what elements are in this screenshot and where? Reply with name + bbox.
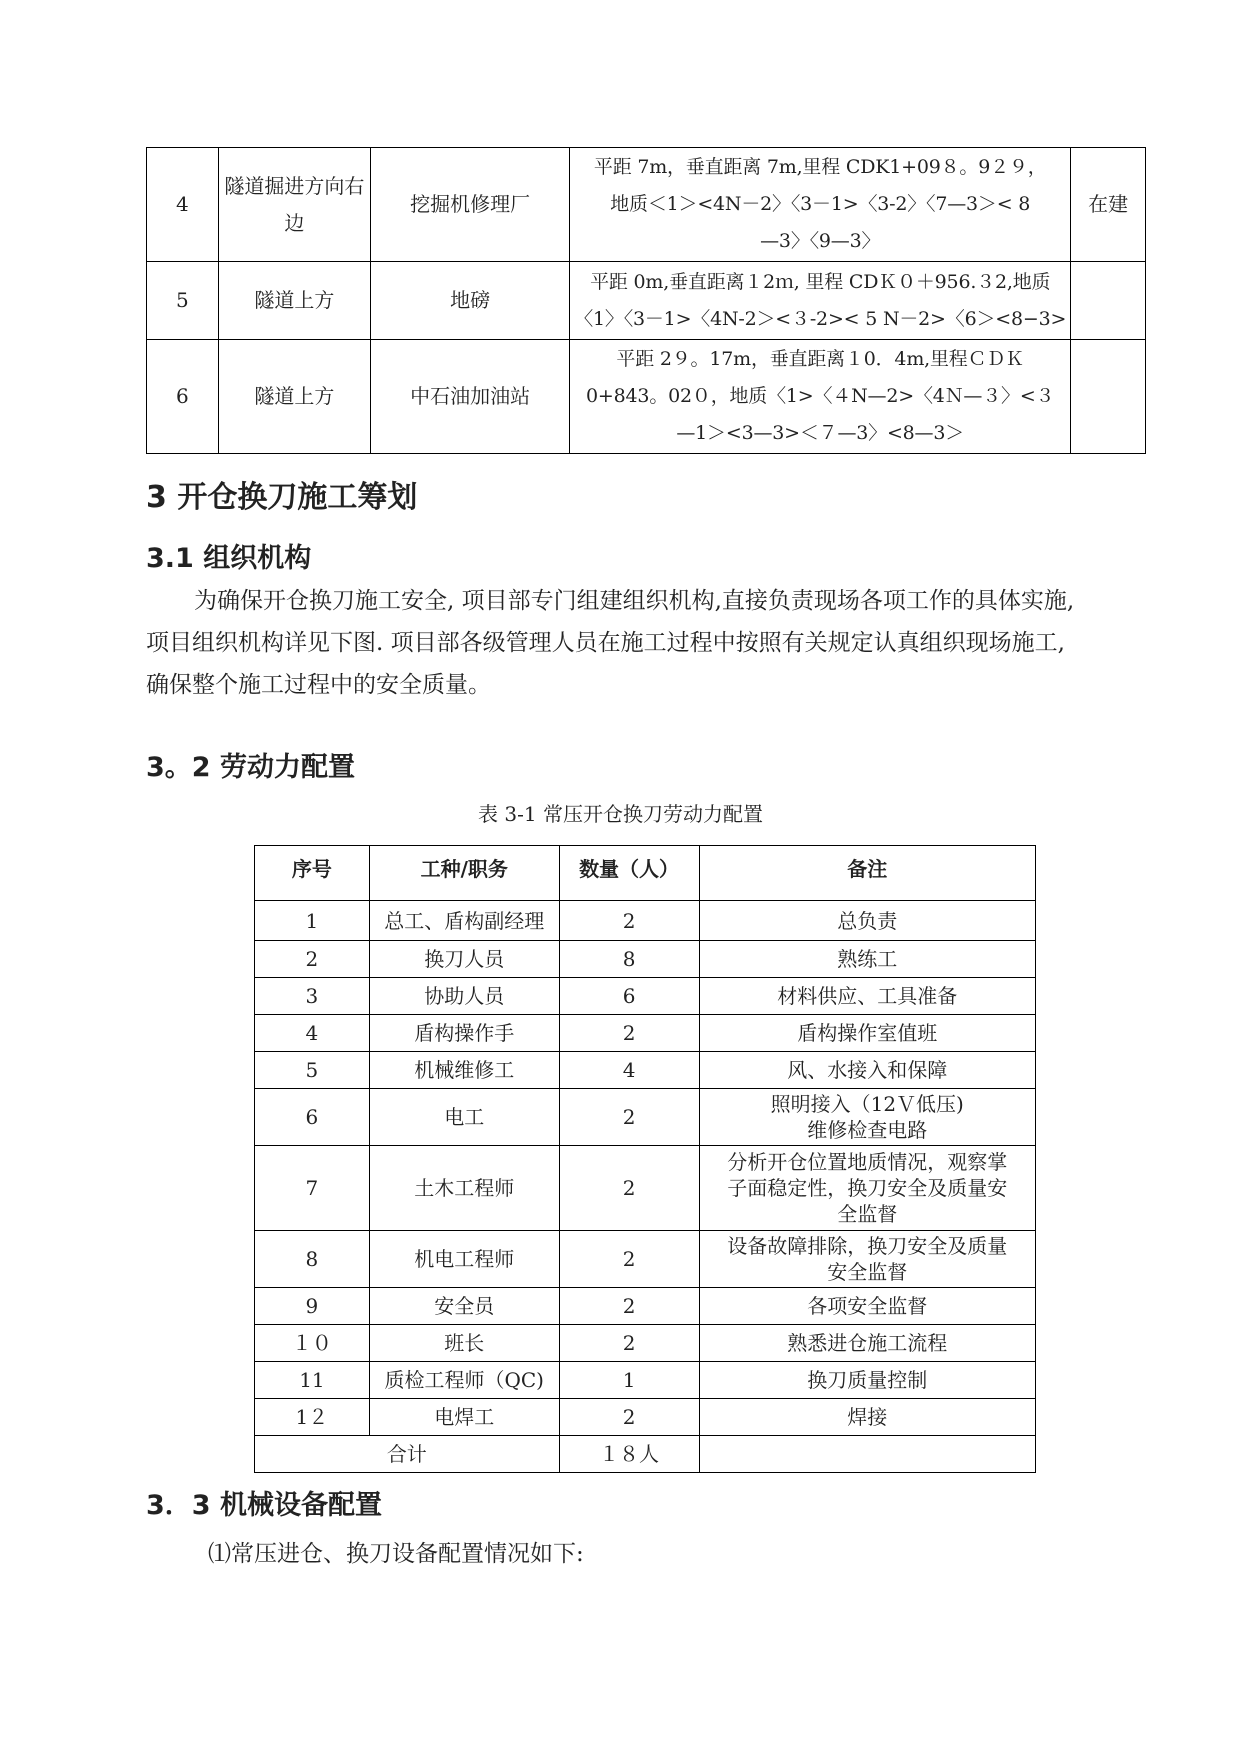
desc-line: —3〉〈9—3〉 [760,230,881,252]
row-number: 1 [255,901,370,941]
table-row [255,1231,1036,1288]
desc-line: 〈1〉〈3－1>〈4N-2＞<３-2>< 5 N－2>〈6＞<8−3> [574,307,1067,330]
note [699,1231,1036,1288]
table-caption: 表 3-1 常压开仓换刀劳动力配置 [478,802,763,826]
note-line: 维修检查电路 [807,1118,928,1142]
row-number: 5 [147,262,219,340]
building-status [1071,340,1146,454]
relative-position: 隧道掘进方向右边 [218,148,370,262]
note: 熟悉进仓施工流程 [699,1325,1036,1362]
section-3-heading: 3 开仓换刀施工筹划 [146,480,418,515]
row-number: 5 [255,1052,370,1089]
note: 换刀质量控制 [699,1362,1036,1399]
table-row [147,262,1146,340]
desc-line: 平距 0m,垂直距离１2ｍ, 里程 CDＫ０＋956.３2,地质 [590,270,1051,293]
worker-count: 4 [559,1052,699,1089]
table-row [147,340,1146,454]
paragraph-line: 项目组织机构详见下图. 项目部各级管理人员在施工过程中按照有关规定认真组织现场施工, [146,630,1065,656]
distance-description [570,340,1071,454]
job-title: 班长 [369,1325,559,1362]
table-row [255,978,1036,1015]
note: 各项安全监督 [699,1288,1036,1325]
job-title: 电焊工 [369,1399,559,1436]
table-row [255,1015,1036,1052]
table-header-row [255,846,1036,901]
row-number: 2 [255,941,370,978]
total-label: 合计 [255,1436,560,1473]
note: 熟练工 [699,941,1036,978]
job-title: 机电工程师 [369,1231,559,1288]
total-note [699,1436,1036,1473]
row-number: 3 [255,978,370,1015]
job-title: 机械维修工 [369,1052,559,1089]
section-3-3-heading: 3．3 机械设备配置 [146,1490,382,1521]
table-row [255,1288,1036,1325]
building-name: 地磅 [371,262,570,340]
labor-allocation-table [254,845,1036,1473]
table-row [255,1089,1036,1146]
table-row [255,901,1036,941]
row-number: 4 [147,148,219,262]
distance-description [570,148,1071,262]
row-number: １０ [255,1325,370,1362]
worker-count: 2 [559,1288,699,1325]
building-status: 在建 [1071,148,1146,262]
table-row [255,941,1036,978]
header-note: 备注 [699,846,1036,901]
worker-count: 1 [559,1362,699,1399]
note: 总负责 [699,901,1036,941]
note: 材料供应、工具准备 [699,978,1036,1015]
note: 风、水接入和保障 [699,1052,1036,1089]
job-title: 换刀人员 [369,941,559,978]
relative-position: 隧道上方 [218,262,370,340]
note [699,1089,1036,1146]
header-count: 数量（人） [559,846,699,901]
job-title: 总工、盾构副经理 [369,901,559,941]
desc-line: —1＞<3—3>＜７—3〉<8—3＞ [676,422,965,444]
table-row [255,1052,1036,1089]
organization-paragraph [146,580,1176,706]
desc-line: 0+843。02０，地质〈1>〈４N—2>〈4Ｎ—３〉<３ [586,385,1055,407]
worker-count: 2 [559,1089,699,1146]
table-row [255,1325,1036,1362]
worker-count: 2 [559,1146,699,1231]
building-name: 中石油加油站 [371,340,570,454]
building-name: 挖掘机修理厂 [371,148,570,262]
worker-count: 6 [559,978,699,1015]
job-title: 盾构操作手 [369,1015,559,1052]
worker-count: 8 [559,941,699,978]
row-number: 9 [255,1288,370,1325]
distance-description [570,262,1071,340]
worker-count: 2 [559,1399,699,1436]
worker-count: 2 [559,1231,699,1288]
job-title: 质检工程师（QC) [369,1362,559,1399]
equipment-intro-text: ⑴常压进仓、换刀设备配置情况如下: [208,1541,584,1567]
worker-count: 2 [559,1325,699,1362]
table-row [255,1399,1036,1436]
row-number: 8 [255,1231,370,1288]
paragraph-line: 确保整个施工过程中的安全质量。 [146,672,491,698]
worker-count: 2 [559,1015,699,1052]
header-no: 序号 [255,846,370,901]
job-title: 协助人员 [369,978,559,1015]
note: 盾构操作室值班 [699,1015,1036,1052]
header-job: 工种/职务 [369,846,559,901]
table-row [255,1146,1036,1231]
table-row [147,148,1146,262]
section-3-1-heading: 3.1 组织机构 [146,543,312,574]
row-number: 11 [255,1362,370,1399]
paragraph-line: 为确保开仓换刀施工安全, 项目部专门组建组织机构,直接负责现场各项工作的具体实施, [194,588,1075,614]
desc-line: 地质＜1＞<4N－2〉〈3－1>〈3-2〉〈7—3＞< 8 [610,193,1031,215]
section-3-2-heading: 3。2 劳动力配置 [146,752,355,783]
table-total-row [255,1436,1036,1473]
row-number: 4 [255,1015,370,1052]
row-number: 6 [255,1089,370,1146]
note: 焊接 [699,1399,1036,1436]
nearby-buildings-table [146,147,1146,454]
desc-line: 平距 2９。17m，垂直距离１0．4m,里程ＣＤＫ [616,348,1024,370]
job-title: 土木工程师 [369,1146,559,1231]
row-number: 6 [147,340,219,454]
note [699,1146,1036,1231]
worker-count: 2 [559,901,699,941]
row-number: 1２ [255,1399,370,1436]
total-count: １８人 [559,1436,699,1473]
row-number: 7 [255,1146,370,1231]
table-row [255,1362,1036,1399]
note-line: 安全监督 [827,1260,908,1284]
job-title: 电工 [369,1089,559,1146]
note-line: 分析开仓位置地质情况，观察掌 [727,1150,1008,1174]
note-line: 子面稳定性，换刀安全及质量安 [727,1176,1008,1200]
job-title: 安全员 [369,1288,559,1325]
relative-position: 隧道上方 [218,340,370,454]
desc-line: 平距 7m，垂直距离 7m,里程 CDK1+09８。9２９， [593,156,1047,178]
note-line: 全监督 [837,1202,898,1226]
note-line: 设备故障排除，换刀安全及质量 [727,1234,1008,1258]
building-status [1071,262,1146,340]
note-line: 照明接入（12Ｖ低压) [770,1092,964,1116]
